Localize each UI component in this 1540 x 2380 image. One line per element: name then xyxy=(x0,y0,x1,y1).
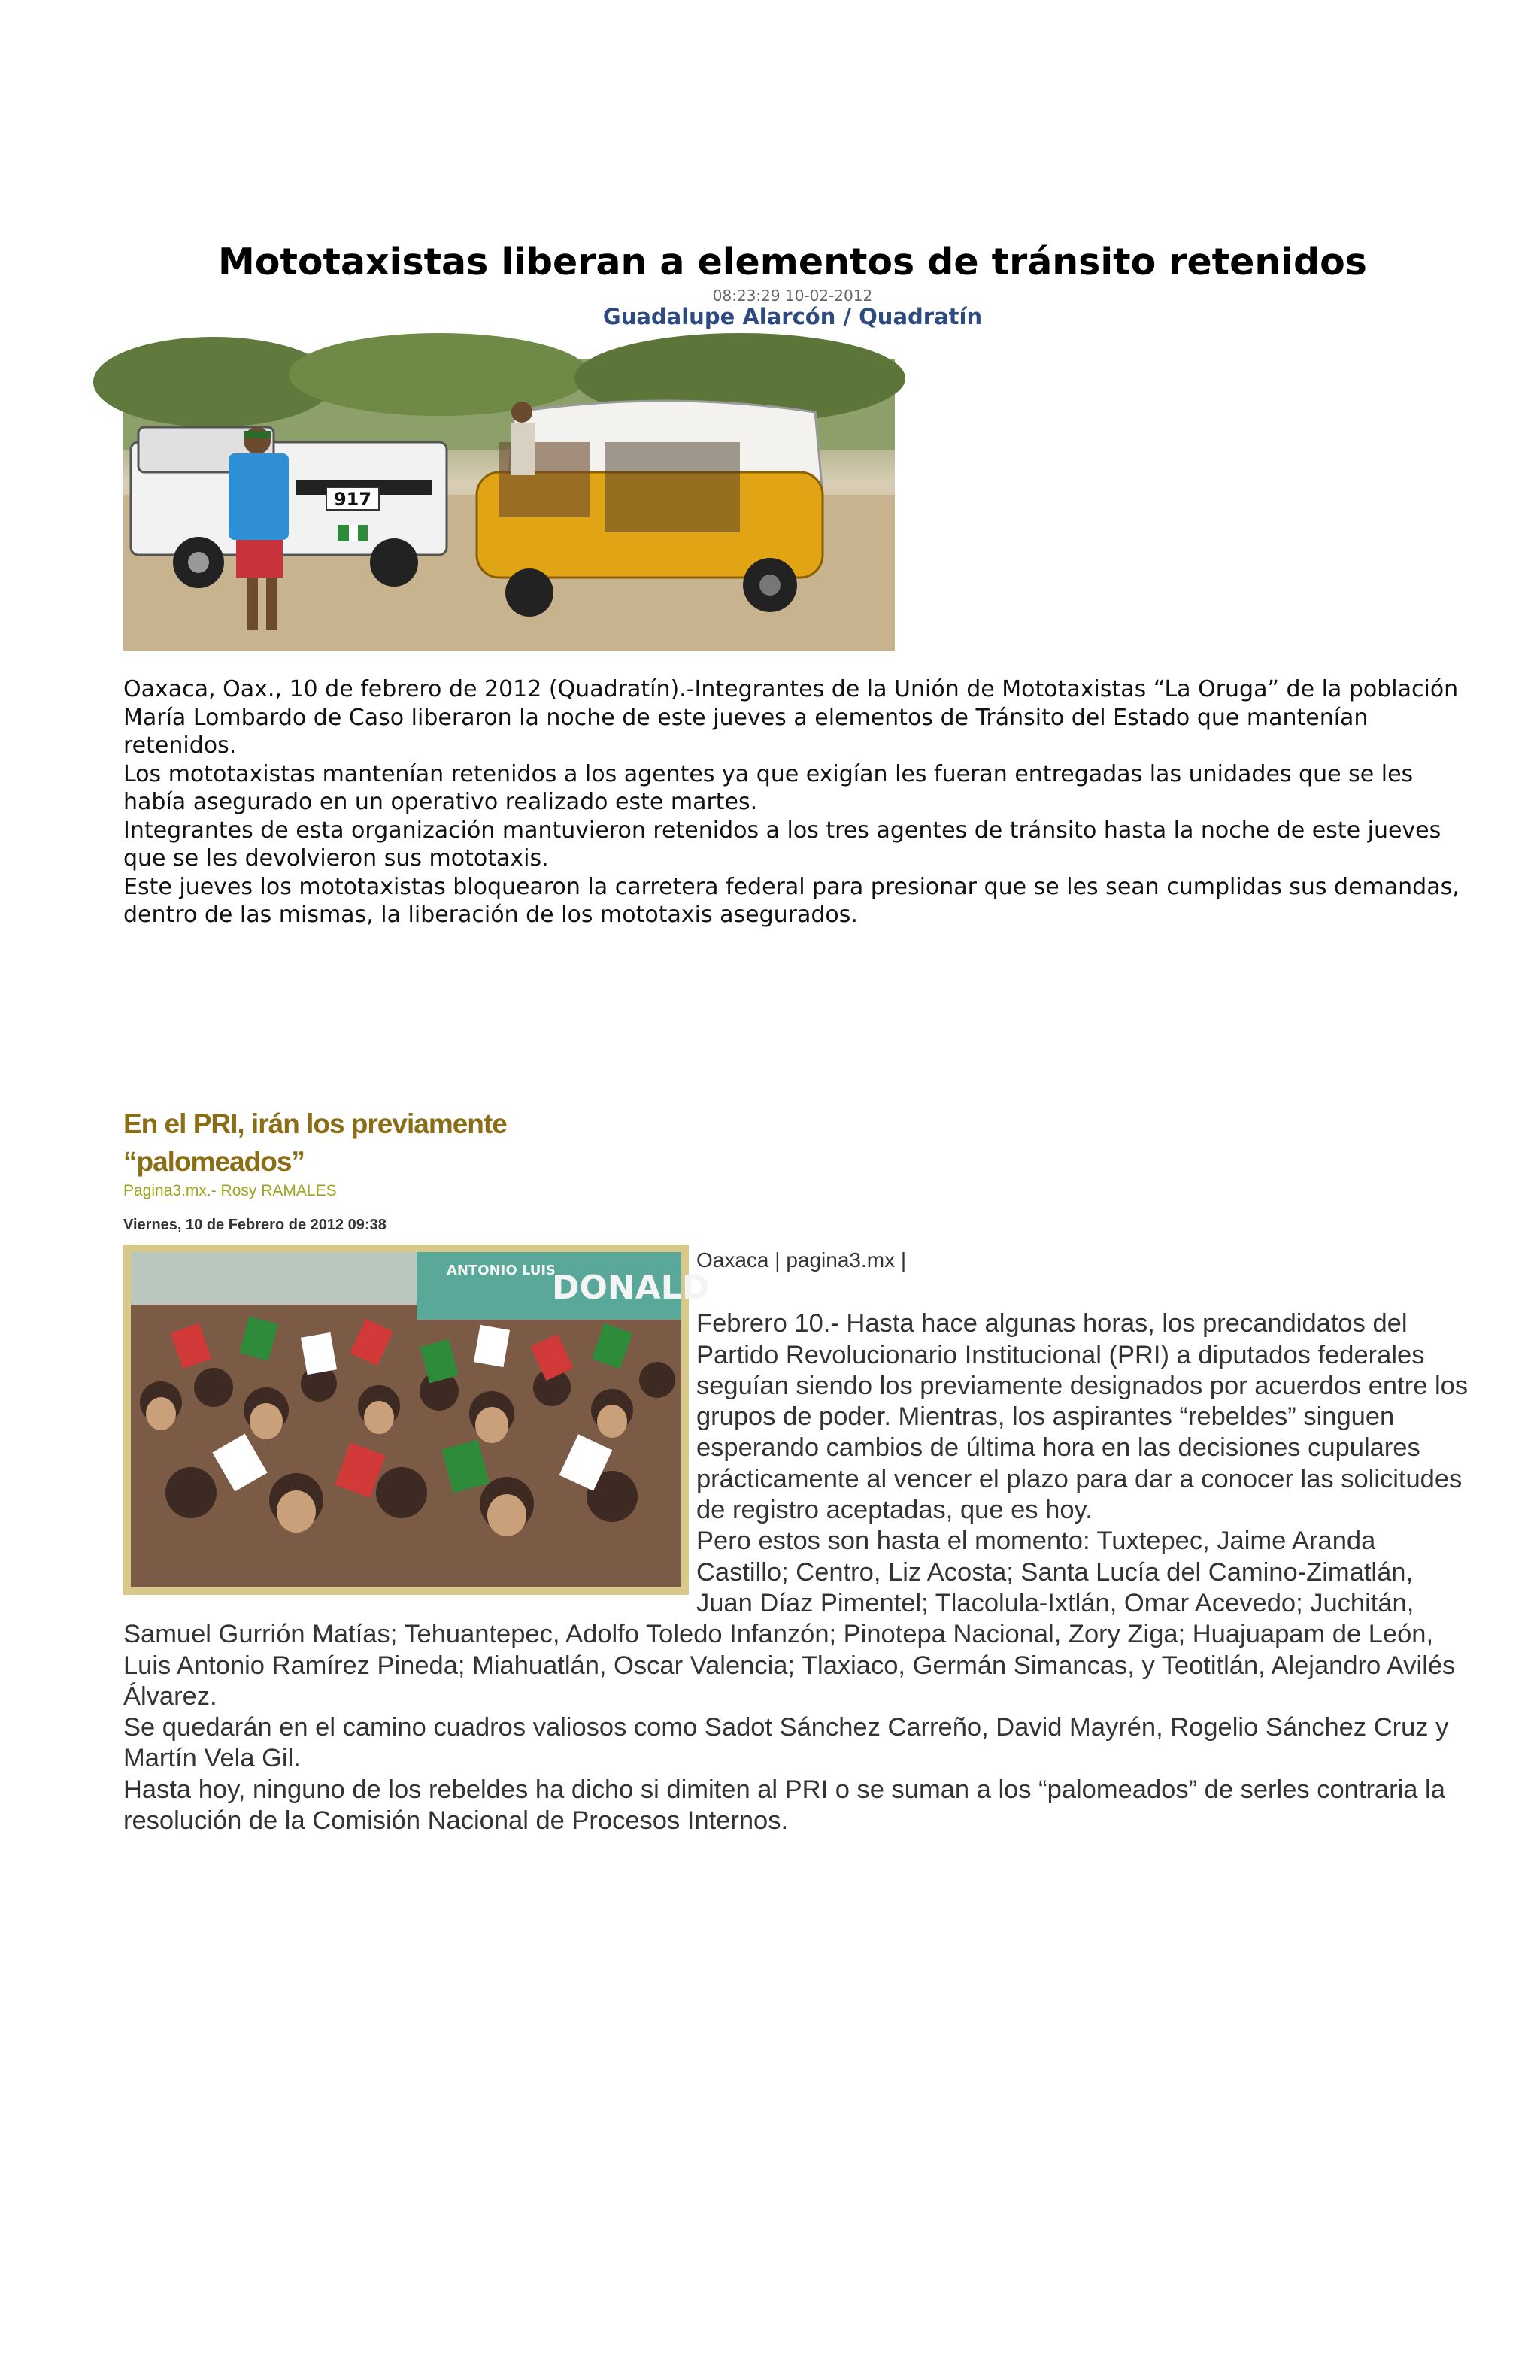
article-paragraph: Hasta hoy, ninguno de los rebeldes ha dicho si dimiten al PRI o se suman a los “palomeados” de serles contraria la resolución de la Comisión Nacional de Procesos Internos. xyxy=(123,1775,1445,1836)
article-timestamp: 08:23:29 10-02-2012 xyxy=(712,287,873,305)
article-paragraph: Los mototaxistas mantenían retenidos a los agentes ya que exigían les fueran entregadas las unidades que se les había asegurado en un operativo realizado este martes. xyxy=(123,760,1414,815)
article-paragraph: Se quedarán en el camino cuadros valiosos como Sadot Sánchez Carreño, David Mayrén, Rogelio Sánchez Cruz y Martín Vela Gil. xyxy=(123,1713,1449,1773)
article-pri xyxy=(123,1105,1469,1836)
mototaxi-photo-illustration xyxy=(123,359,895,651)
banner-small-text: ANTONIO LUIS xyxy=(447,1263,556,1278)
banner-text: DONALD xyxy=(552,1269,710,1307)
truck-plate-text: 917 xyxy=(333,489,372,510)
article-body xyxy=(123,675,1462,929)
article-paragraph: Febrero 10.- Hasta hace algunas horas, los precandidatos del Partido Revolucionario Institucional (PRI) a diputados federales seguían siendo los previamente designados por acuerdos entre los grupos de poder. Mientras, los aspirantes “rebeldes” singuen esperando cambios de última hora en las decisiones cupulares prácticamente al vencer el plazo para dar a conocer las solicitudes de registro aceptadas, que es hoy. xyxy=(696,1309,1469,1525)
article-body xyxy=(123,1245,1469,1836)
article-paragraph: Integrantes de esta organización mantuvieron retenidos a los tres agentes de tránsito hasta la noche de este jueves que se les devolvieron sus mototaxis. xyxy=(123,817,1441,872)
article-paragraph: Pero estos son hasta el momento: Tuxtepec, Jaime Aranda Castillo; Centro, Liz Acosta; Santa Lucía del Camino-Zimatlán, Juan Díaz Pimentel; Tlacolula-Ixtlán, Omar Acevedo; Juchitán, Samuel Gurrión Matías; Tehuantepec, Adolfo Toledo Infanzón; Pinotepa Nacional, Zory Ziga; Huajuapam de León, Luis Antonio Ramírez Pineda; Miahuatlán, Oscar Valencia; Tlaxiaco, Germán Simancas, y Teotitlán, Alejandro Avilés Álvarez. xyxy=(123,1527,1456,1711)
rally-photo xyxy=(123,1245,710,1595)
article-title: Mototaxistas liberan a elementos de tránsito retenidos xyxy=(218,241,1367,283)
rally-photo-illustration xyxy=(131,1252,710,1587)
article-paragraph: Oaxaca, Oax., 10 de febrero de 2012 (Quadratín).-Integrantes de la Unión de Mototaxistas “La Oruga” de la población María Lombardo de Caso liberaron la noche de este jueves a elementos de Tránsito del Estado que mantenían retenidos. xyxy=(123,676,1459,759)
article-location: Oaxaca | pagina3.mx | xyxy=(696,1248,907,1272)
article-mototaxistas xyxy=(123,239,1462,928)
article-title[interactable]: En el PRI, irán los previamente “palomeados” xyxy=(123,1108,507,1177)
article-source: Pagina3.mx.- Rosy RAMALES xyxy=(123,1182,337,1199)
mototaxi-photo xyxy=(123,359,895,651)
article-date: Viernes, 10 de Febrero de 2012 09:38 xyxy=(123,1217,387,1233)
article-author: Guadalupe Alarcón / Quadratín xyxy=(602,304,983,329)
article-paragraph: Este jueves los mototaxistas bloquearon la carretera federal para presionar que se les sean cumplidas sus demandas, dentro de las mismas, la liberación de los mototaxis asegurados. xyxy=(123,873,1460,928)
